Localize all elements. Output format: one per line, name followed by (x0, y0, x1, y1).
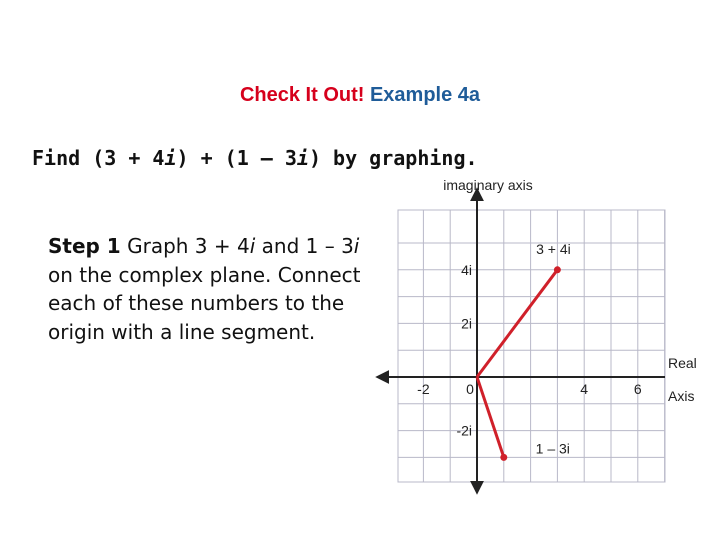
real-axis-label-1: Real (668, 355, 697, 371)
title-check-it-out: Check It Out! (239, 84, 365, 106)
x-tick-label: 0 (466, 381, 474, 397)
step-text-a: Graph 3 + 4 (120, 234, 250, 258)
question-suffix: ) by graphing. (308, 146, 478, 170)
step-label: Step 1 (48, 234, 121, 258)
question-i1: i (164, 146, 177, 170)
point-0 (554, 266, 561, 273)
point-label-0: 3 + 4i (536, 240, 571, 257)
axes (378, 190, 665, 492)
step-i2: i (353, 234, 360, 258)
y-tick-label: 2i (461, 315, 472, 332)
x-tick-label: 6 (633, 381, 642, 397)
question-i2: i (296, 146, 309, 170)
step-text-c: on the complex plane. Connect each of these numbers to the origin with a line segment. (48, 262, 361, 344)
y-tick-label: 4i (461, 261, 472, 278)
plotted-points (500, 241, 570, 461)
x-tick-label: -2 (417, 381, 430, 397)
vector-segments (477, 270, 557, 458)
question-mid: ) + (1 – 3 (176, 146, 297, 170)
point-1 (500, 454, 507, 461)
x-tick-label: 4 (580, 381, 589, 397)
step-i1: i (249, 234, 256, 258)
point-label-1: 1 – 3i (535, 440, 570, 457)
imaginary-axis-label: imaginary axis (443, 177, 533, 193)
grid-lines (398, 210, 665, 482)
question-prefix: Find (3 + 4 (32, 146, 165, 170)
real-axis-label-2: Axis (668, 388, 695, 404)
title-example: Example 4a (369, 84, 481, 106)
segment-1 (477, 377, 504, 457)
step-text-b: and 1 – 3 (255, 234, 354, 258)
y-tick-label: -2i (456, 422, 472, 439)
grid-border (398, 210, 665, 482)
